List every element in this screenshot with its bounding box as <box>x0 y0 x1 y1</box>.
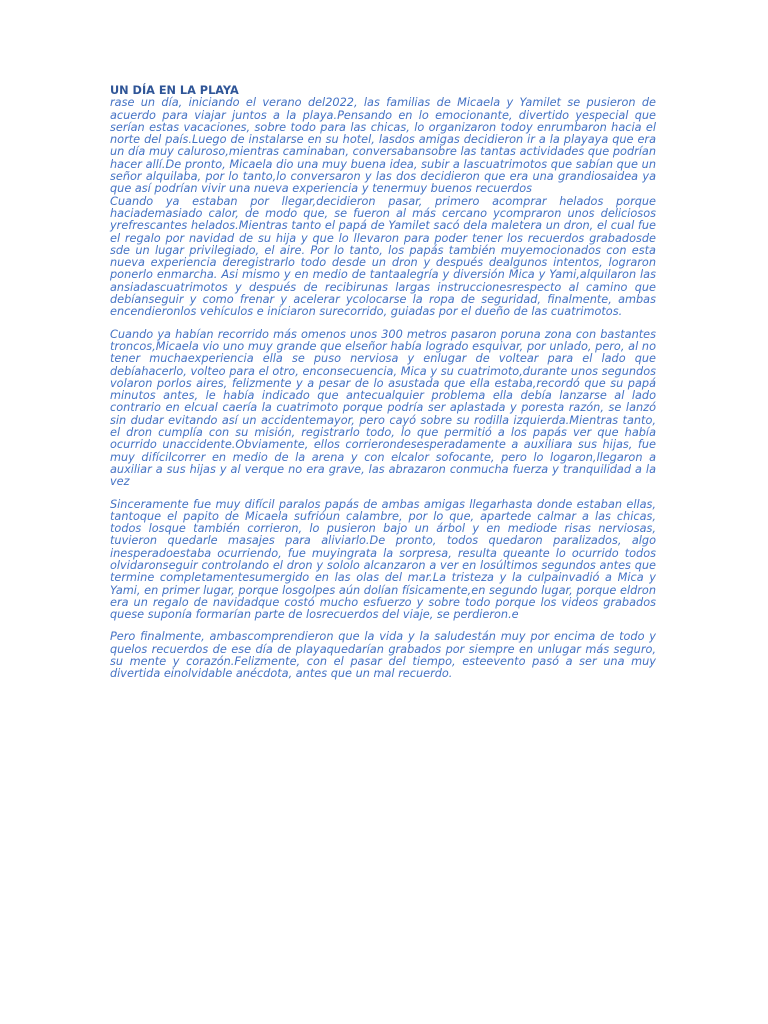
paragraph-5: Pero finalmente, ambascomprendieron que la vida y la saludestán muy por encima de todo y quelos recuerdos de ese día de playaquedarían grabados por siempre en unlugar más seguro, su mente y corazón.Felizmente, con el pasar del tiempo, esteevento pasó a ser una muy divertida einolvidable anécdota, antes que un mal recuerdo. <box>110 630 656 681</box>
paragraph-2: Cuando ya estaban por llegar,decidieron pasar, primero acomprar helados porque haciademasiado calor, de modo que, se fueron al más cercano ycompraron unos deliciosos yrefrescantes helados.Mientras tanto el papá de Yamilet sacó dela maletera un dron, el cual fue el regalo por navidad de su hija y que lo llevaron para poder tener los recuerdos grabadosde sde un lugar privilegiado, el aire. Por lo tanto, los papás también muyemocionados con esta nueva experiencia deregistrarlo todo desde un dron y después dealgunos intentos, lograron ponerlo enmarcha. Asi mismo y en medio de tantaalegría y diversión Mica y Yami,alquilaron las ansiadascuatrimotos y después de recibirunas largas instruccionesrespecto al camino que debíanseguir y como frenar y acelerar ycolocarse la ropa de seguridad, finalmente, ambas encendieronlos vehículos e iniciaron surecorrido, guiadas por el dueño de las cuatrimotos. <box>110 194 656 319</box>
paragraph-1: rase un día, iniciando el verano del2022, las familias de Micaela y Yamilet se pusieron de acuerdo para viajar juntos a la playa.Pensando en lo emocionante, divertido yespecial que serían estas vacaciones, sobre todo para las chicas, lo organizaron todoy enrumbaron hacia el norte del país.Luego de instalarse en su hotel, lasdos amigas decidieron ir a la playaya que era un día muy caluroso,mientras caminaban, conversabansobre las tantas actividades que podrían hacer allí.De pronto, Micaela dio una muy buena idea, subir a lascuatrimotos que sabían que un señor alquilaba, por lo tanto,lo conversaron y las dos decidieron que era una grandiosaidea ya que así podrían vivir una nueva experiencia y tenermuy buenos recuerdos <box>110 96 656 196</box>
document-page <box>110 85 656 691</box>
paragraph-4: Sinceramente fue muy difícil paralos papás de ambas amigas llegarhasta donde estaban ellas, tantoque el papito de Micaela sufrióun calambre, por lo que, apartede calmar a las chicas, todos losque también corrieron, lo pusieron bajo un árbol y en mediode risas nerviosas, tuvieron quedarle masajes para aliviarlo.De pronto, todos quedaron paralizados, algo inesperadoestaba ocurriendo, fue muyingrata la sorpresa, resulta queante lo ocurrido todos olvidaronseguir controlando el dron y sololo alcanzaron a ver en losúltimos segundos antes que termine completamentesumergido en las olas del mar.La tristeza y la culpainvadió a Mica y Yami, en primer lugar, porque losgolpes aún dolían físicamente,en segundo lugar, porque eldron era un regalo de navidadque costó mucho esfuerzo y sobre todo porque los videos grabados quese suponía formarían parte de losrecuerdos del viaje, se perdieron.e <box>110 497 656 622</box>
paragraph-3: Cuando ya habían recorrido más omenos unos 300 metros pasaron poruna zona con bastantes troncos,Micaela vio uno muy grande que elseñor había logrado esquivar, por unlado, pero, al no tener muchaexperiencia ella se puso nerviosa y enlugar de voltear para el lado que debíahacerlo, volteo para el otro, enconsecuencia, Mica y su cuatrimoto,durante unos segundos volaron porlos aires, felizmente y a pesar de lo asustada que ella estaba,recordó que su papá minutos antes, le había indicado que antecualquier problema ella debía lanzarse al lado contrario en elcual caería la cuatrimoto porque podría ser aplastada y poresta razón, se lanzó sin dudar evitando así un accidentemayor, pero cayó sobre su rodilla izquierda.Mientras tanto, el dron cumplía con su misión, registrarlo todo, lo que permitió a los papás ver que había ocurrido unaccidente.Obviamente, ellos corrierondesesperadamente a auxiliara sus hijas, fue muy difícilcorrer en medio de la arena y con elcalor sofocante, pero lo logaron,llegaron a auxiliar a sus hijas y al verque no era grave, las abrazaron conmucha fuerza y tranquilidad a la vez <box>110 327 656 489</box>
document-title: UN DÍA EN LA PLAYA <box>110 84 239 97</box>
